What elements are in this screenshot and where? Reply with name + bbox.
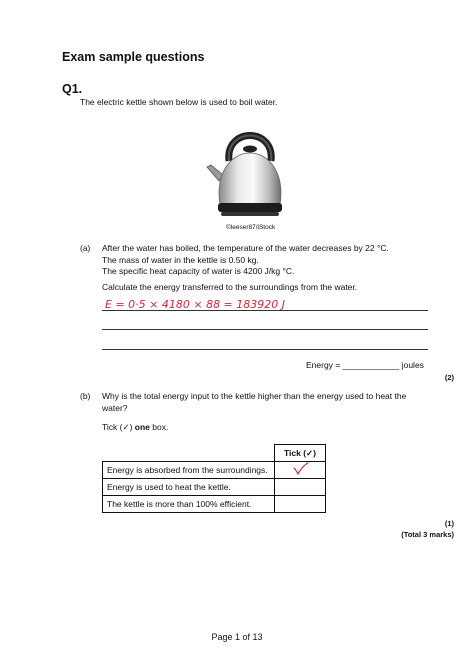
total-marks: (Total 3 marks) [401, 530, 454, 539]
handwritten-answer [102, 293, 382, 315]
option-label: The kettle is more than 100% efficient. [103, 496, 275, 513]
tick-box[interactable] [275, 462, 326, 479]
question-number: Q1. [62, 82, 83, 96]
part-a-marks: (2) [444, 373, 454, 382]
part-a-line: The specific heat capacity of water is 4200 J/kg °C. [102, 266, 295, 276]
answer-line[interactable] [102, 310, 428, 311]
tick-box[interactable] [275, 479, 326, 496]
page-title: Exam sample questions [62, 50, 205, 64]
table-blank-cell [103, 445, 275, 462]
answer-line[interactable] [102, 349, 428, 350]
part-a-text [102, 243, 389, 278]
part-a-instruction: Calculate the energy transferred to the surroundings from the water. [102, 282, 358, 292]
part-b-label: (b) [80, 391, 91, 401]
tick-table [102, 444, 326, 513]
tick-instruction-prefix: Tick (✓) [102, 422, 135, 432]
part-a-label: (a) [80, 243, 91, 253]
check-mark-icon [293, 462, 309, 476]
energy-answer-line[interactable]: Energy = ____________ joules [306, 360, 424, 370]
table-row [103, 462, 326, 479]
table-header-row [103, 445, 326, 462]
part-a-line: The mass of water in the kettle is 0.50 kg. [102, 254, 259, 265]
tick-instruction-suffix: box. [149, 422, 169, 432]
image-credit: ©leeser87/iStock [226, 224, 276, 231]
part-a-line: After the water has boiled, the temperature of the water decreases by 22 °C. [102, 243, 389, 253]
kettle-image [205, 113, 295, 221]
page-number: Page 1 of 13 [211, 632, 263, 642]
option-label: Energy is absorbed from the surroundings. [103, 462, 275, 479]
option-label: Energy is used to heat the kettle. [103, 479, 275, 496]
handwritten-answer-text: E = 0·5 × 4180 × 88 = 183920 J [105, 298, 286, 311]
question-intro: The electric kettle shown below is used to boil water. [80, 97, 278, 107]
tick-instruction [102, 422, 168, 433]
table-row [103, 479, 326, 496]
part-b-question: Why is the total energy input to the kettle higher than the energy used to heat the water? [102, 391, 407, 413]
table-row [103, 496, 326, 513]
tick-instruction-emphasis: one [134, 422, 150, 432]
answer-line[interactable] [102, 329, 428, 330]
tick-box[interactable] [275, 496, 326, 513]
part-b-marks: (1) [444, 519, 454, 528]
tick-column-header: Tick (✓) [275, 445, 326, 462]
